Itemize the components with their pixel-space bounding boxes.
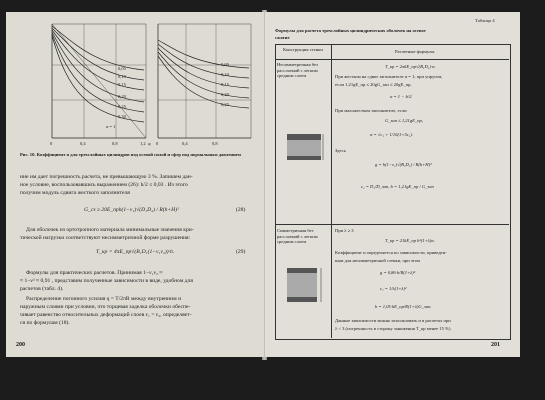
para3-line: Формулы для практических расчетов. Принимая 1−ν₁ν₂ ≈ [26, 270, 163, 276]
page-number-right: 201 [491, 342, 500, 348]
para2-line: тической нагрузки соответствуют несимметричной форме разрушения: [20, 235, 191, 241]
para2-line: Для оболочек из ортотропного материала минимальные значения кри- [26, 227, 194, 233]
table-column-divider [331, 44, 332, 338]
header-formulas: Расчетные формулы [395, 49, 435, 54]
curve-label: 0,25 [118, 104, 126, 109]
row2-wall-sketch [283, 264, 325, 308]
table-label: Таблица 4 [475, 18, 495, 23]
row1-note: При маложестком заполнителе, если [335, 108, 407, 113]
header-construction: Конструкция стенки [283, 47, 323, 52]
row1-wall-sketch [283, 130, 325, 170]
curve-label: 0,05 [118, 66, 126, 71]
row1-note: Здесь [335, 148, 346, 153]
table-title: Формулы для расчета трехслойных цилиндрических оболочек на осевое [275, 28, 426, 33]
row1-note: если 1,21gE_пр ≤ 20gG_зап ≤ 20gE_пр, [335, 82, 412, 87]
para3-line: расчетов (табл. 4). [20, 286, 64, 292]
curve-label: 0,20 [118, 94, 126, 99]
page-number-left: 200 [16, 342, 25, 348]
row2-condition: При λ ≥ 3 [335, 228, 354, 233]
para3-line: ся по формулам (18). [20, 320, 70, 326]
x-tick: 0,8 [212, 141, 218, 146]
x-tick: 0,4 [182, 141, 188, 146]
figure-10 [46, 20, 256, 150]
curve-label: 0,15 [221, 82, 229, 87]
para1-line: ние им дает погрешность расчета, не превышающую 3 %. Запишем дан- [20, 174, 193, 180]
table-row-rule [275, 224, 509, 225]
equation-28: G_сз ≥ 20E_прh(1−ν₁)√(D₁D₂) / R(h+H)² [84, 207, 179, 213]
curve-label: 0,15 [118, 82, 126, 87]
row2-formula-c: c₁ = 1/λ(1+λ)² [380, 286, 407, 291]
curve-label: 0,20 [221, 92, 229, 97]
row1-formula-c-b: c₁ = D₁/D_зап, b = 1,21gE_пр / G_зап [361, 184, 434, 189]
left-plot [52, 24, 146, 138]
x-tick: 0 [50, 141, 53, 146]
para3-line: чивает равенство относительных деформаций слоев ε₁ = ε₂, определяет- [20, 312, 192, 318]
row1-formula-alpha2: α = √c₁ + 1/16(1+5c₁). [370, 132, 414, 137]
row2-note: ным для несимметричной стенки, при этом [335, 258, 420, 263]
curve-label: 0,25 [221, 102, 229, 107]
row1-formula-g: G_зап ≤ 1,21gE_пр, [385, 118, 423, 123]
para3-line: наружным слоями при условии, что торцевая заделка оболочки обеспе- [20, 304, 191, 310]
row2-note: Коэффициент α определяется по зависимости, приведен- [335, 250, 447, 255]
alpha-label: α = 1 [106, 124, 116, 129]
row2-formula-g: g = 0,86·h/R(1+λ)² [380, 270, 416, 275]
curve-label: 0,30 [118, 114, 126, 119]
row1-formula-g-def: g = h(1−ν₁)√(B₁D₁) / R(h+H)² [375, 162, 432, 167]
table-title: сжатие [275, 35, 290, 40]
table-header-rule [275, 59, 509, 60]
row2-formula-b: b = 1,05·hE_пр/R(1+λ)G_зап. [375, 304, 432, 309]
equation-28-number: (28) [236, 207, 246, 213]
curve-label: 0,10 [221, 72, 229, 77]
left-page [6, 12, 264, 357]
right-page [265, 12, 520, 357]
para1-line: получим модуль сдвига жесткого заполнителя [20, 190, 130, 196]
row1-formula-alpha: α = 1 − b/2. [390, 94, 413, 99]
x-axis-label: φ [148, 141, 151, 146]
figure-caption: Рис. 10. Коэффициент α для трехслойных цилиндров под осевой силой и сфер под нормальным давлением [20, 152, 241, 157]
para3-line: ≈ 1−ν² ≈ 0,91 , представим полученные зависимости в виде, удобном для [20, 278, 193, 284]
right-plot [158, 24, 251, 138]
row2-note: λ < 3 (погрешность в сторону занижения T_кр менее 15 %) [335, 326, 451, 331]
row1-formula-main: T_кр = 2πkE_пр√(B₁D₁)·α. [385, 64, 436, 69]
x-tick: 0,8 [112, 141, 118, 146]
row1-construction: Несимметричная без расслоений с легким средним слоем [277, 62, 318, 79]
row2-note: Данные зависимости можно использовать и в расчетах при [335, 318, 451, 323]
x-tick: 0 [156, 141, 159, 146]
row1-note: При жестком на сдвиг заполнителе α = 1; при упругом, [335, 74, 443, 79]
equation-29: T_кр = 4πE_пр√(B₁D₁(1−ν₁ν₂))·h. [96, 249, 175, 255]
row2-construction: Симметричная без расслоений с легким средним слоем [277, 228, 318, 245]
curve-label: 0,10 [118, 74, 126, 79]
para1-line: ное условие, воспользовавшись выражением (26): h/2 ≤ 0,03 . Из этого [20, 182, 188, 188]
x-tick: 0,4 [80, 141, 86, 146]
equation-29-number: (29) [236, 249, 246, 255]
curve-label: 0,05 [221, 62, 229, 67]
para3-line: Распределение погонного усилия q = T/2πR между внутренним и [26, 296, 182, 302]
x-tick: 1,2 [140, 141, 146, 146]
row2-formula-main: T_кр = 21kE_пр h²(1+λ)α. [385, 238, 435, 243]
